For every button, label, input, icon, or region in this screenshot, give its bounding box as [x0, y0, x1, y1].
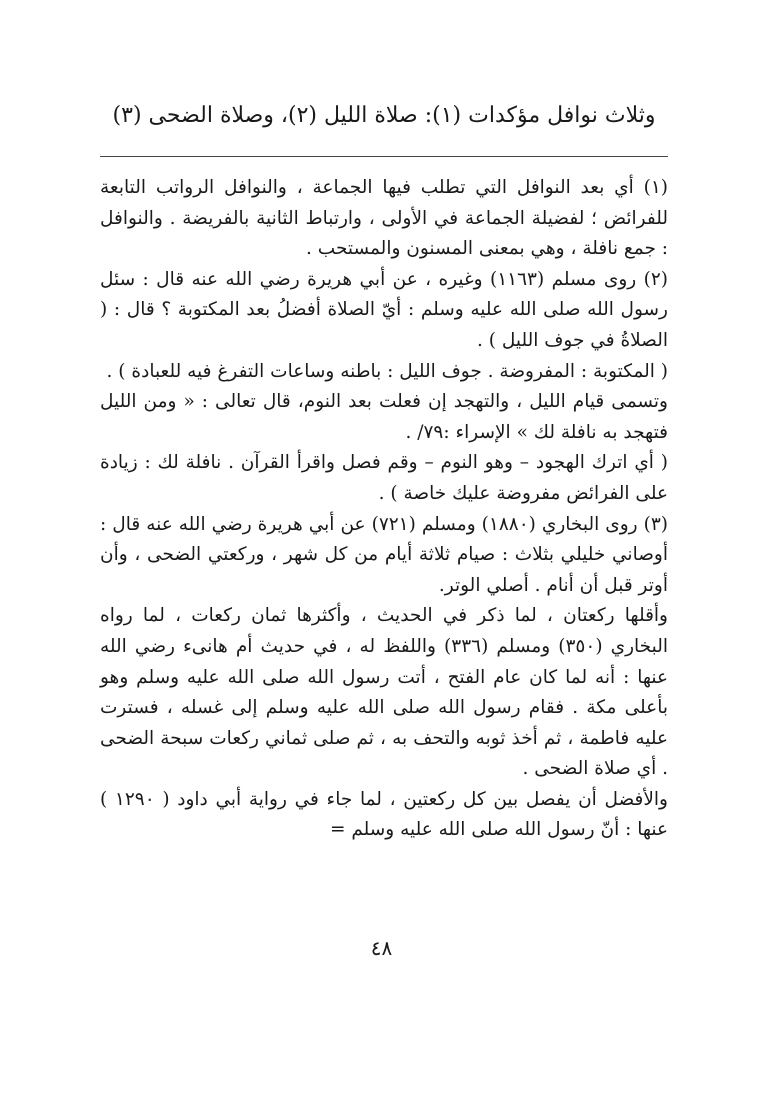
footnote-paragraph: ( أي اترك الهجود – وهو النوم – وقم فصل واقرأ القرآن . نافلة لك : زيادة على الفرائض مفروضة عليك خاصة ) .	[100, 452, 668, 504]
page-number: ٤٨	[370, 936, 393, 960]
footnote-paragraph: ( المكتوبة : المفروضة . جوف الليل : باطنه وساعات التفرغ فيه للعبادة ) .	[106, 360, 668, 382]
footnotes	[100, 173, 668, 846]
page	[100, 96, 668, 846]
footnote-paragraph: وأقلها ركعتان ، لما ذكر في الحديث ، وأكثرها ثمان ركعات ، لما رواه البخاري (٣٥٠) ومسلم (٣٣٦) واللفظ له ، في حديث أم هانىء رضي الله عنها : أنه لما كان عام الفتح ، أتت رسول الله صلى الله عليه وسلم وهو بأعلى مكة . فقام رسول الله صلى الله عليه وسلم إلى غسله ، فسترت عليه فاطمة ، ثم أخذ ثوبه والتحف به ، ثم صلى ثماني ركعات سبحة الضحى . أي صلاة الضحى .	[100, 605, 668, 780]
footnote-paragraph: وتسمى قيام الليل ، والتهجد إن فعلت بعد النوم، قال تعالى : « ومن الليل فتهجد به نافلة لك » الإسراء :٧٩/ .	[100, 391, 668, 443]
main-text-line: وثلاث نوافل مؤكدات (١): صلاة الليل (٢)، وصلاة الضحى (٣)	[112, 103, 656, 128]
footnote-divider	[100, 156, 668, 157]
footnote-paragraph: (٣) روى البخاري (١٨٨٠) ومسلم (٧٢١) عن أبي هريرة رضي الله عنه قال : أوصاني خليلي بثلاث : صيام ثلاثة أيام من كل شهر ، وركعتي الضحى ، وأن أوتر قبل أن أنام . أصلي الوتر.	[100, 513, 668, 596]
footnote-paragraph: والأفضل أن يفصل بين كل ركعتين ، لما جاء في رواية أبي داود ( ١٢٩٠ ) عنها : أنّ رسول الله صلى الله عليه وسلم =	[100, 788, 668, 841]
footnote-paragraph: (١) أي بعد النوافل التي تطلب فيها الجماعة ، والنوافل الرواتب التابعة للفرائض ؛ لفضيلة الجماعة في الأولى ، وارتباط الثانية بالفريضة . والنوافل : جمع نافلة ، وهي بمعنى المسنون والمستحب .	[100, 177, 668, 260]
footnote-paragraph: (٢) روى مسلم (١١٦٣) وغيره ، عن أبي هريرة رضي الله عنه قال : سئل رسول الله صلى الله عليه وسلم : أيّ الصلاة أفضلُ بعد المكتوبة ؟ قال : ( الصلاةُ في جوف الليل ) .	[100, 268, 669, 351]
